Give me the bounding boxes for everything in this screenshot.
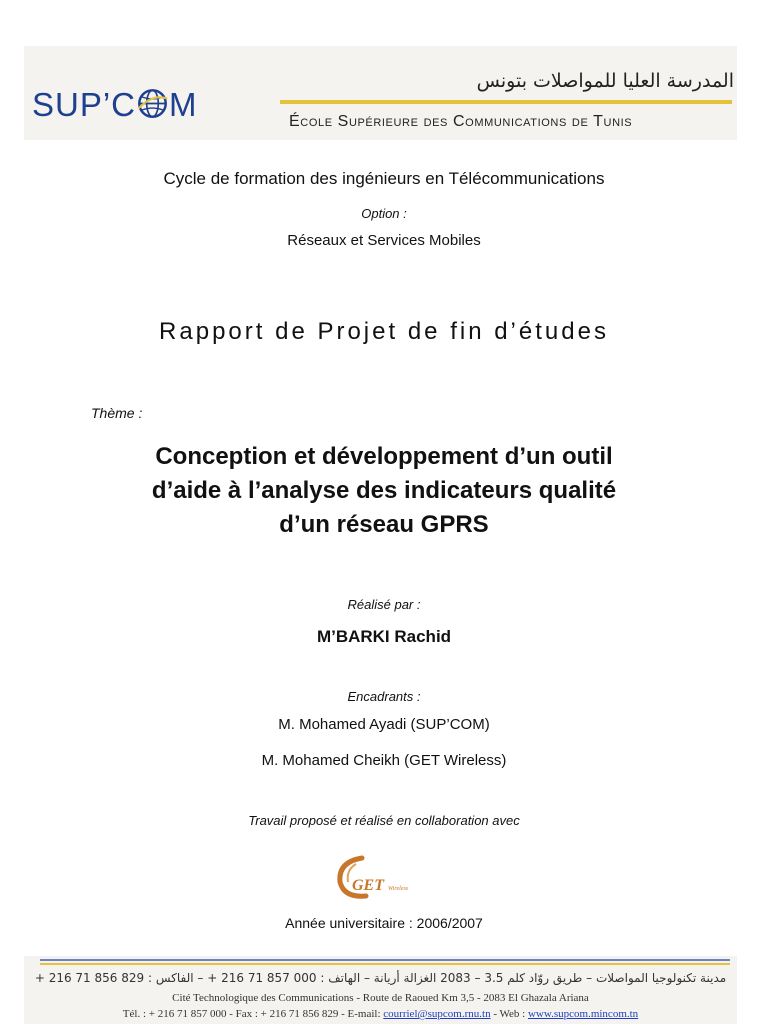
- school-name-arabic: المدرسة العليا للمواصلات بتونس: [476, 70, 734, 92]
- footer-address: Cité Technologique des Communications - Route de Raoued Km 3,5 - 2083 El Ghazala Ariana: [172, 992, 589, 1004]
- website-link[interactable]: www.supcom.mincom.tn: [527, 1008, 639, 1020]
- get-wireless-logo: [332, 850, 436, 904]
- school-footer: [24, 956, 737, 1024]
- footer-web-label: - Web :: [490, 1008, 528, 1020]
- globe-icon: [136, 87, 169, 120]
- footer-address-arabic: مدينة تكنولوجيا المواصلات – طريق روّاد كلم 3.5 – 2083 الغزالة أريانة – الهاتف : 000 857 71 216 + – الفاكس : 829 856 71 216 +: [34, 971, 727, 985]
- academic-year: Année universitaire : 2006/2007: [285, 915, 483, 931]
- logo-get-text: GET: [352, 877, 384, 894]
- logo-suffix: M: [169, 86, 198, 123]
- school-name-french: École Supérieure des Communications de Tunis: [289, 113, 633, 130]
- project-title-line: d’un réseau GPRS: [279, 511, 489, 538]
- supervisors-label: Encadrants :: [347, 689, 421, 704]
- theme-label: Thème :: [91, 405, 143, 421]
- supervisor-name: M. Mohamed Cheikh (GET Wireless): [261, 752, 507, 769]
- header-divider: [280, 100, 732, 104]
- project-title: [0, 440, 768, 542]
- author-name: M’BARKI Rachid: [316, 627, 452, 646]
- supcom-logo: [32, 86, 198, 124]
- option-value: Réseaux et Services Mobiles: [287, 232, 481, 249]
- project-title-line: d’aide à l’analyse des indicateurs qualité: [151, 477, 617, 504]
- logo-wireless-text: Wireless: [388, 886, 409, 892]
- supervisor-name: M. Mohamed Ayadi (SUP’COM): [278, 716, 490, 733]
- report-title: Rapport de Projet de fin d’études: [159, 318, 609, 345]
- logo-prefix: SUP’C: [32, 86, 137, 123]
- footer-divider: [40, 959, 730, 961]
- project-title-line: Conception et développement d’un outil: [155, 443, 613, 470]
- footer-divider: [40, 963, 730, 965]
- school-header: [24, 46, 737, 140]
- collaboration-note: Travail proposé et réalisé en collaboration avec: [248, 813, 520, 828]
- email-link[interactable]: courriel@supcom.rnu.tn: [383, 1008, 491, 1020]
- option-label: Option :: [361, 206, 407, 221]
- program-title: Cycle de formation des ingénieurs en Télécommunications: [163, 169, 605, 188]
- footer-phone-fax: Tél. : + 216 71 857 000 - Fax : + 216 71 856 829 - E-mail:: [122, 1008, 384, 1020]
- footer-contact: [24, 1008, 737, 1020]
- author-label: Réalisé par :: [347, 597, 421, 612]
